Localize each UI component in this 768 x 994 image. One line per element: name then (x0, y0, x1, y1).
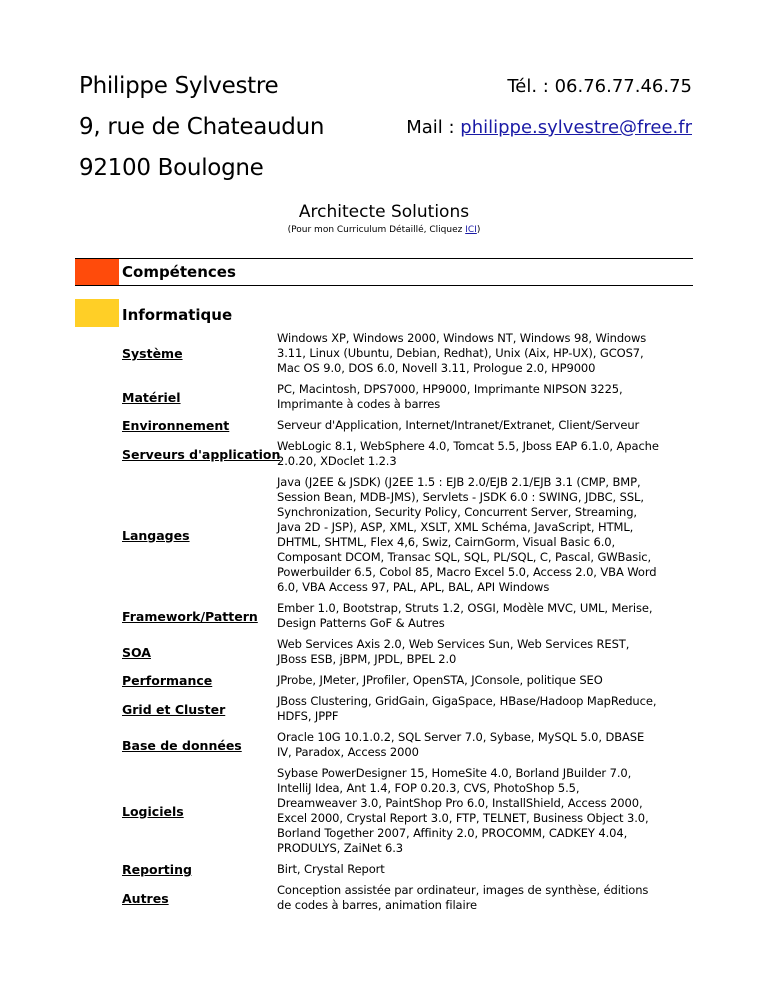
skill-label: Langages (122, 527, 190, 543)
skill-label: Système (122, 346, 183, 361)
skill-value: Web Services Axis 2.0, Web Services Sun, Web Services REST, JBoss ESB, jBPM, JPDL, BPEL 2.0 (277, 637, 630, 666)
section-header (75, 258, 693, 286)
subsection-accent-block (75, 299, 119, 327)
street-address: 9, rue de Chateaudun (79, 114, 325, 140)
skill-row (122, 439, 662, 469)
skill-row (122, 883, 662, 913)
skill-value: Oracle 10G 10.1.0.2, SQL Server 7.0, Sybase, MySQL 5.0, DBASE IV, Paradox, Access 2000 (277, 730, 645, 759)
skill-value: Sybase PowerDesigner 15, HomeSite 4.0, Borland JBuilder 7.0, IntelliJ Idea, Ant 1.4, FOP 0.20.3, CVS, PhotoShop 5.5, Dreamweaver 3.0, PaintShop Pro 6.0, InstallShield, Access 2000, Excel 2000, Crystal Report 3.0, FTP, TELNET, Business Object 3.0, Borland Together 2007, Affinity 2.0, PROCOMM, CADKEY 4.04, PRODULYS, ZaiNet 6.3 (277, 766, 649, 855)
skill-row (122, 694, 662, 724)
skill-row (122, 673, 662, 688)
skill-value: Ember 1.0, Bootstrap, Struts 1.2, OSGI, Modèle MVC, UML, Merise, Design Patterns GoF & Autres (277, 601, 653, 630)
skill-label: Autres (122, 890, 169, 906)
skill-label: Logiciels (122, 803, 184, 819)
contact-block (406, 66, 692, 148)
skill-label: Environnement (122, 418, 230, 433)
skill-row (122, 766, 662, 856)
skill-row (122, 475, 662, 595)
city-address: 92100 Boulogne (79, 155, 264, 181)
skill-value: Java (J2EE & JSDK) (J2EE 1.5 : EJB 2.0/EJB 2.1/EJB 3.1 (CMP, BMP, Session Bean, MDB-JMS), Servlets - JSDK 6.0 : SWING, JDBC, SSL, Synchronization, Security Policy, Concurrent Server, Streaming, Java 2D - JSP), ASP, XML, XSLT, XML Schéma, JavaScript, HTML, DHTML, SHTML, Flex 4,6, Swiz, CairnGorm, Visual Basic 6.0, Composant DCOM, Transac SQL, SQL, PL/SQL, C, Pascal, GWBasic, Powerbuilder 6.5, Cobol 85, Macro Excel 5.0, Access 2.0, VBA Word 6.0, VBA Access 97, PAL, APL, BAL, API Windows (277, 475, 657, 594)
skill-label: SOA (122, 644, 151, 660)
skill-row (122, 331, 662, 376)
skills-table (122, 331, 662, 919)
subsection-title: Informatique (122, 306, 233, 324)
phone-text: Tél. : 06.76.77.46.75 (507, 76, 692, 97)
skill-label: Base de données (122, 737, 242, 753)
skill-value: Birt, Crystal Report (277, 862, 385, 876)
skill-label: Performance (122, 673, 213, 688)
section-title: Compétences (122, 263, 236, 281)
skill-value: Serveur d'Application, Internet/Intranet/Extranet, Client/Serveur (277, 418, 640, 432)
skill-label: Framework/Pattern (122, 608, 258, 624)
skill-label: Grid et Cluster (122, 701, 226, 717)
skill-value: Conception assistée par ordinateur, images de synthèse, éditions de codes à barres, animation filaire (277, 883, 649, 912)
cv-note (0, 224, 768, 236)
skill-value: PC, Macintosh, DPS7000, HP9000, Imprimante NIPSON 3225, Imprimante à codes à barres (277, 382, 623, 411)
skill-row (122, 382, 662, 412)
skill-value: JProbe, JMeter, JProfiler, OpenSTA, JConsole, politique SEO (277, 673, 603, 687)
skill-row (122, 637, 662, 667)
cv-note-after: ) (476, 225, 481, 235)
skill-label: Serveurs d'application (122, 446, 281, 462)
cv-note-before: (Pour mon Curriculum Détaillé, Cliquez (287, 225, 466, 235)
section-accent-block (75, 259, 119, 285)
person-name: Philippe Sylvestre (79, 73, 279, 99)
skill-row (122, 862, 662, 877)
skill-value: JBoss Clustering, GridGain, GigaSpace, HBase/Hadoop MapReduce, HDFS, JPPF (277, 694, 657, 723)
mail-link[interactable]: philippe.sylvestre@free.fr (460, 117, 692, 138)
address-block (79, 66, 324, 189)
skill-value: Windows XP, Windows 2000, Windows NT, Windows 98, Windows 3.11, Linux (Ubuntu, Debian, Redhat), Unix (Aix, HP-UX), GCOS7, Mac OS 9.0, DOS 6.0, Novell 3.11, Prologue 2.0, HP9000 (277, 331, 647, 375)
mail-label: Mail : (406, 117, 461, 138)
skill-row (122, 730, 662, 760)
skill-value: WebLogic 8.1, WebSphere 4.0, Tomcat 5.5, Jboss EAP 6.1.0, Apache 2.0.20, XDoclet 1.2.3 (277, 439, 659, 468)
skill-row (122, 418, 662, 433)
skill-label: Reporting (122, 862, 192, 877)
cv-detail-link[interactable]: ICI (465, 225, 477, 235)
skill-row (122, 601, 662, 631)
skill-label: Matériel (122, 389, 181, 405)
mail-line (406, 107, 692, 148)
page-title: Architecte Solutions (298, 202, 470, 222)
